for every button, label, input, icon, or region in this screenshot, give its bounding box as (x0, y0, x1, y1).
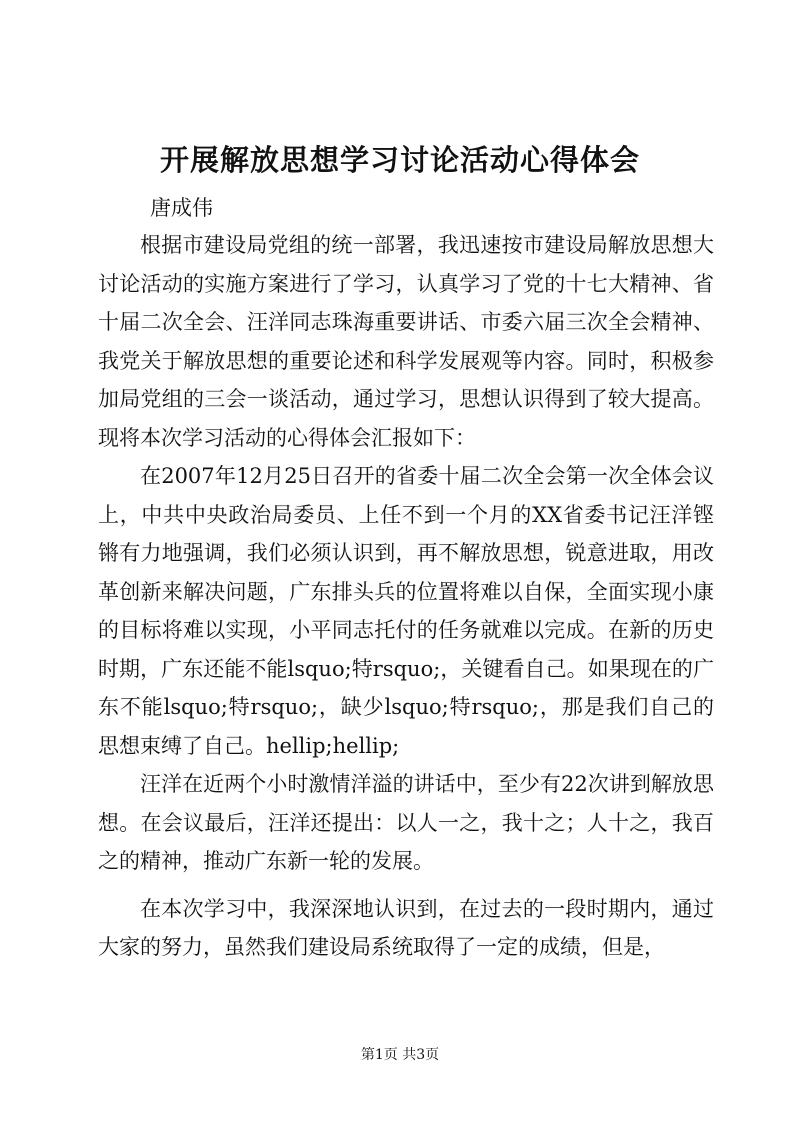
paragraph-3: 汪洋在近两个小时激情洋溢的讲话中，至少有22次讲到解放思想。在会议最后，汪洋还提出：以人一之，我十之；人十之，我百之的精神，推动广东新一轮的发展。 (98, 772, 714, 873)
paragraph-4: 在本次学习中，我深深地认识到，在过去的一段时期内，通过大家的努力，虽然我们建设局系统取得了一定的成绩，但是， (98, 896, 714, 959)
paragraph-1: 根据市建设局党组的统一部署，我迅速按市建设局解放思想大讨论活动的实施方案进行了学习，认真学习了党的十七大精神、省十届二次全会、汪洋同志珠海重要讲话、市委六届三次全会精神、我党关于解放思想的重要论述和科学发展观等内容。同时，积极参加局党组的三会一谈活动，通过学习，思想认识得到了较大提高。现将本次学习活动的心得体会汇报如下： (98, 233, 714, 450)
page-footer: 第1页 共3页 (360, 1047, 440, 1063)
paragraph-2: 在2007年12月25日召开的省委十届二次全会第一次全体会议上，中共中央政治局委员、上任不到一个月的XX省委书记汪洋铿锵有力地强调，我们必须认识到，再不解放思想，锐意进取，用改革创新来解决问题，广东排头兵的位置将难以自保，全面实现小康的目标将难以实现，小平同志托付的任务就难以完成。在新的历史时期，广东还能不能lsquo;特rsquo;，关键看自己。如果现在的广东不能lsquo;特rsquo;，缺少lsquo;特rsquo;，那是我们自己的思想束缚了自己。hellip;hellip; (98, 464, 714, 758)
document-title: 开展解放思想学习讨论活动心得体会 (159, 143, 640, 177)
document-body (98, 226, 714, 967)
document-author: 唐成伟 (150, 196, 213, 220)
